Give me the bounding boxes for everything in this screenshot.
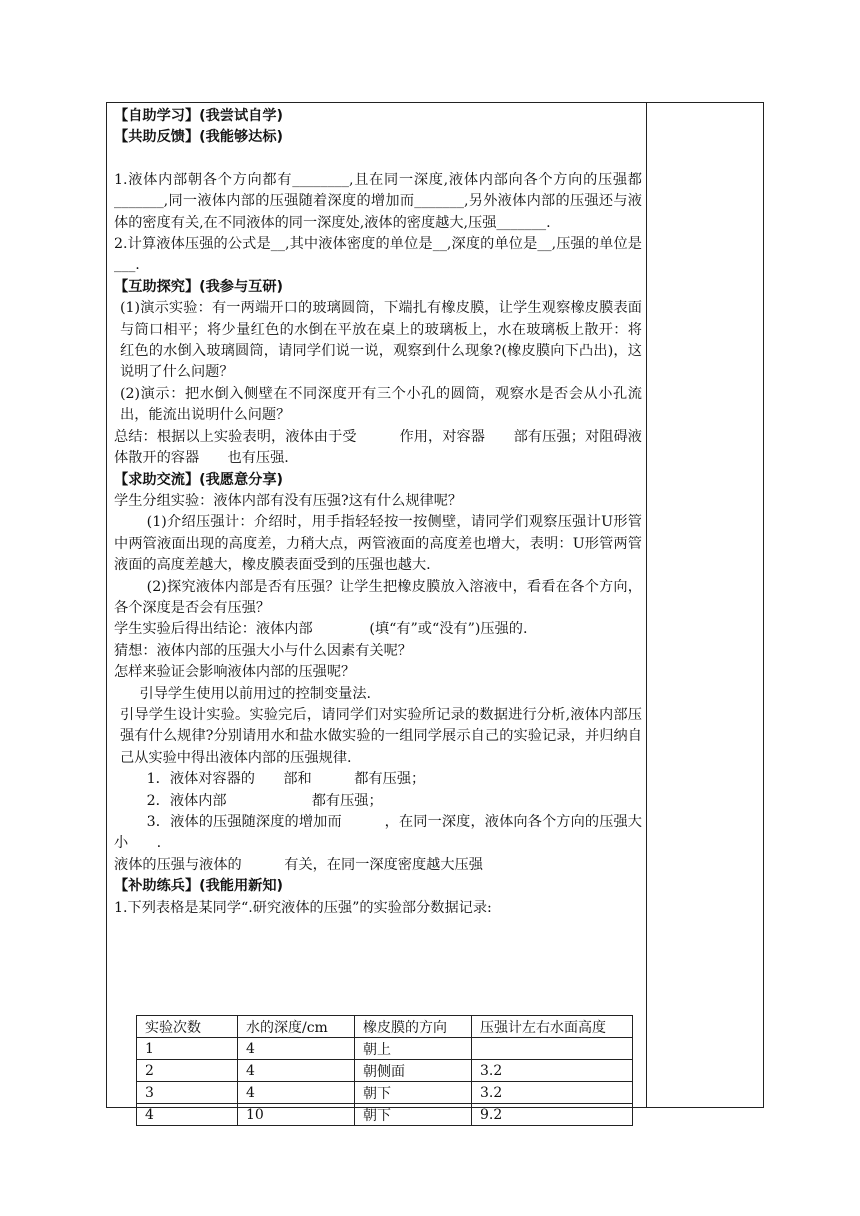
explore-paragraph-1: (1)演示实验：有一两端开口的玻璃圆筒，下端扎有橡皮膜，让学生观察橡皮膜表面与筒口相平；将少量红色的水倒在平放在桌上的玻璃板上，水在玻璃板上散开：将红色的水倒入玻璃圆筒，请同学们说一说，观察到什么现象?(橡皮膜向下凸出)，这说明了什么问题？ xyxy=(120,300,642,381)
blank-line xyxy=(114,149,642,170)
exchange-intro: 学生分组实验：液体内部有没有压强?这有什么规律呢？ xyxy=(114,492,463,509)
table-row xyxy=(137,1082,633,1104)
table-cell: 9.2 xyxy=(472,1104,633,1126)
exchange-guide-1: 引导学生使用以前用过的控制变量法. xyxy=(139,685,372,702)
table-cell: 1 xyxy=(137,1038,238,1060)
law-item-1: 1．液体对容器的 部和 都有压强； xyxy=(146,771,426,788)
table-cell xyxy=(472,1038,633,1060)
explore-summary: 总结：根据以上实验表明，液体由于受 作用，对容器 部有压强；对阻碍液体散开的容器 也有压强. xyxy=(114,428,642,467)
section-mutual-explore: 【互助探究】(我参与互研) xyxy=(114,278,284,295)
law-item-3: 3．液体的压强随深度的增加而 ，在同一深度，液体向各个方向的压强大小 . xyxy=(114,814,642,852)
table-cell: 2 xyxy=(137,1060,238,1082)
exchange-verify: 怎样来验证会影响液体内部的压强呢？ xyxy=(114,664,356,681)
explore-paragraph-2: (2)演示：把水倒入侧壁在不同深度开有三个小孔的圆筒，观察水是否会从小孔流出，能流出说明什么问题？ xyxy=(120,385,642,424)
table-header-cell: 实验次数 xyxy=(137,1016,238,1038)
table-cell: 10 xyxy=(238,1104,355,1126)
table-header-row xyxy=(137,1016,633,1038)
section-self-study: 【自助学习】(我尝试自学) xyxy=(114,108,284,124)
table-cell: 4 xyxy=(137,1104,238,1126)
table-cell: 3.2 xyxy=(472,1082,633,1104)
table-header-cell: 水的深度/cm xyxy=(238,1016,355,1038)
law-item-4: 液体的压强与液体的 有关，在同一深度密度越大压强 xyxy=(114,856,483,873)
table-cell: 4 xyxy=(238,1060,355,1082)
feedback-question-1: 1.液体内部朝各个方向都有________,且在同一深度,液体内部向各个方向的压强都_______,同一液体内部的压强随着深度的增加而_______,另外液体内部的压强还与液体的密度有关,在不同液体的同一深度处,液体的密度越大,压强_______. xyxy=(114,171,642,231)
feedback-question-2: 2.计算液体压强的公式是__,其中液体密度的单位是__,深度的单位是__,压强的单位是___. xyxy=(114,236,642,274)
lesson-content xyxy=(114,106,642,919)
exchange-guide-2: 引导学生设计实验。实验完后，请同学们对实验所记录的数据进行分析,液体内部压强有什么规律?分别请用水和盐水做实验的一组同学展示自己的实验记录，并归纳自己从实验中得出液体内部的压强规律. xyxy=(120,706,642,766)
law-item-2: 2．液体内部 都有压强； xyxy=(146,792,383,809)
exchange-item-1: (1)介绍压强计：介绍时，用手指轻轻按一按侧壁，请同学们观察压强计U形管中两管液面出现的高度差，力稍大点，两管液面的高度差也增大，表明：U形管两管液面的高度差越大，橡皮膜表面受到的压强也越大. xyxy=(114,514,642,574)
table-cell: 朝下 xyxy=(355,1104,472,1126)
section-practice: 【补助练兵】(我能用新知) xyxy=(114,878,284,895)
section-seek-exchange: 【求助交流】(我愿意分享) xyxy=(114,471,284,488)
table-cell: 朝侧面 xyxy=(355,1060,472,1082)
table-row xyxy=(137,1038,633,1060)
exchange-item-2: (2)探究液体内部是否有压强？让学生把橡皮膜放入溶液中，看看在各个方向，各个深度是否会有压强？ xyxy=(114,578,642,616)
table-header-cell: 橡皮膜的方向 xyxy=(355,1016,472,1038)
section-mutual-feedback: 【共助反馈】(我能够达标) xyxy=(114,129,284,146)
table-cell: 3 xyxy=(137,1082,238,1104)
table-cell: 4 xyxy=(238,1082,355,1104)
table-cell: 朝上 xyxy=(355,1038,472,1060)
table-row xyxy=(137,1104,633,1126)
exchange-guess: 猜想：液体内部的压强大小与什么因素有关呢？ xyxy=(114,642,412,659)
column-divider xyxy=(646,102,647,1108)
exchange-conclusion: 学生实验后得出结论：液体内部 (填“有”或“没有”)压强的. xyxy=(114,621,528,638)
table-row xyxy=(137,1060,633,1082)
table-cell: 朝下 xyxy=(355,1082,472,1104)
table-cell: 3.2 xyxy=(472,1060,633,1082)
experiment-data-table xyxy=(136,1015,633,1126)
practice-question-1: 1.下列表格是某同学“.研究液体的压强”的实验部分数据记录: xyxy=(114,899,492,916)
table-header-cell: 压强计左右水面高度 xyxy=(472,1016,633,1038)
table-cell: 4 xyxy=(238,1038,355,1060)
